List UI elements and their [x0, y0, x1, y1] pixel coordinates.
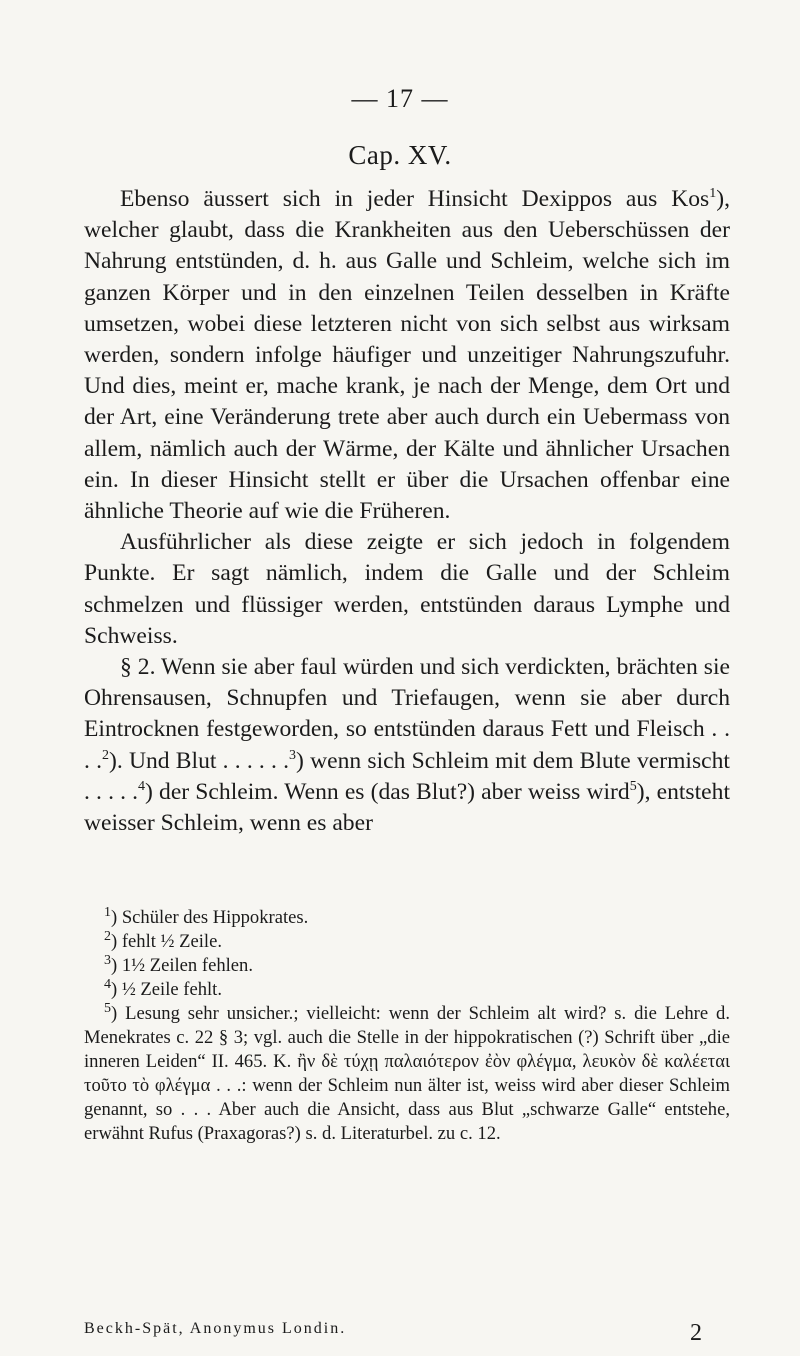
footnote-text: ) 1½ Zeilen fehlen. [111, 955, 253, 976]
footnote-ref-5: 5 [629, 779, 637, 794]
footnote-ref-4: 4 [138, 779, 146, 794]
paragraph-3 [84, 652, 730, 839]
page-footer [84, 1320, 730, 1347]
paragraph-3-text: ), entsteht weisser Schleim, wenn es aber [84, 778, 730, 837]
footnote-text: ) ½ Zeile fehlt. [111, 979, 222, 1000]
paragraph-3-text: ). Und Blut . . . . . . [109, 747, 290, 774]
footnote-4 [84, 978, 730, 1002]
footnote-text: ) fehlt ½ Zeile. [111, 931, 222, 952]
chapter-heading: Cap. XV. [348, 140, 452, 170]
paragraph-1 [84, 184, 730, 527]
footnote-mark: 1 [104, 904, 111, 920]
paragraph-3-text: § 2. Wenn sie aber faul würden und sich verdickten, brächten sie Ohrensausen, Schnupfen und Triefaugen, wenn sie aber durch Eintrocknen festgeworden, so entstünden daraus Fett und Fleisch . . . . [84, 654, 730, 774]
footnote-text: ) Lesung sehr unsicher.; vielleicht: wenn der Schleim alt wird? s. die Lehre d. Menekrates c. 22 § 3; vgl. auch die Stelle in der hippokratischen (?) Schrift über „die inneren Leiden“ II. 465. K. ἢν δὲ τύχῃ παλαιότερον ἐὸν φλέγμα, λευκὸν δὲ καλέεται τοῦτο τὸ φλέγμα . . .: wenn der Schleim nun älter ist, weiss wird aber dieser Schleim genannt, so . . . Aber auch die Ansicht, dass aus Blut „schwarze Galle“ entstehe, erwähnt Rufus (Praxagoras?) s. d. Literaturbel. zu c. 12. [84, 1003, 730, 1144]
footnote-mark: 4 [104, 976, 111, 992]
paragraph-2: Ausführlicher als diese zeigte er sich jedoch in folgendem Punkte. Er sagt nämlich, indem die Galle und der Schleim schmelzen und flüssiger werden, entstünden daraus Lymphe und Schweiss. [84, 529, 730, 649]
signature-mark: 2 [690, 1320, 702, 1346]
footnote-mark: 2 [104, 928, 111, 944]
footnote-mark: 3 [104, 952, 111, 968]
footnote-mark: 5 [104, 1000, 111, 1016]
paragraph-3-text: ) der Schleim. Wenn es (das Blut?) aber weiss wird [145, 778, 630, 805]
footnote-text: ) Schüler des Hippokrates. [111, 907, 309, 928]
footnote-1 [84, 906, 730, 930]
imprint-line: Beckh-Spät, Anonymus Londin. [84, 1320, 347, 1337]
footnotes [84, 906, 730, 1146]
paragraph-1-text: Ebenso äussert sich in jeder Hinsicht Dexippos aus Kos [120, 186, 710, 212]
footnote-3 [84, 954, 730, 978]
footnote-ref-3: 3 [289, 747, 297, 763]
footnote-2 [84, 930, 730, 954]
footnote-5 [84, 1002, 730, 1146]
page-number: — 17 — [351, 84, 449, 113]
main-text [84, 184, 730, 839]
paragraph-1-text-cont: ), welcher glaubt, dass die Krankheiten aus den Ueberschüssen der Nahrung entstünden, d. h. aus Galle und Schleim, welche sich im ganzen Körper und in den einzelnen Teilen desselben in Kräfte umsetzen, wobei diese letzteren nicht von sich selbst aus wirksam werden, sondern infolge häufiger und unzeitiger Nahrungszufuhr. Und dies, meint er, mache krank, je nach der Menge, dem Ort und der Art, eine Veränderung trete aber auch durch ein Uebermass von allem, nämlich auch der Wärme, der Kälte und ähnlicher Ursachen ein. In dieser Hinsicht stellt er über die Ursachen offenbar eine ähnliche Theorie auf wie die Früheren. [84, 186, 730, 525]
paragraph-3-text: ) wenn sich Schleim mit dem Blute vermischt . . . . . [84, 747, 730, 805]
footnote-ref-2: 2 [102, 747, 109, 763]
footnote-ref-1: 1 [709, 186, 717, 202]
